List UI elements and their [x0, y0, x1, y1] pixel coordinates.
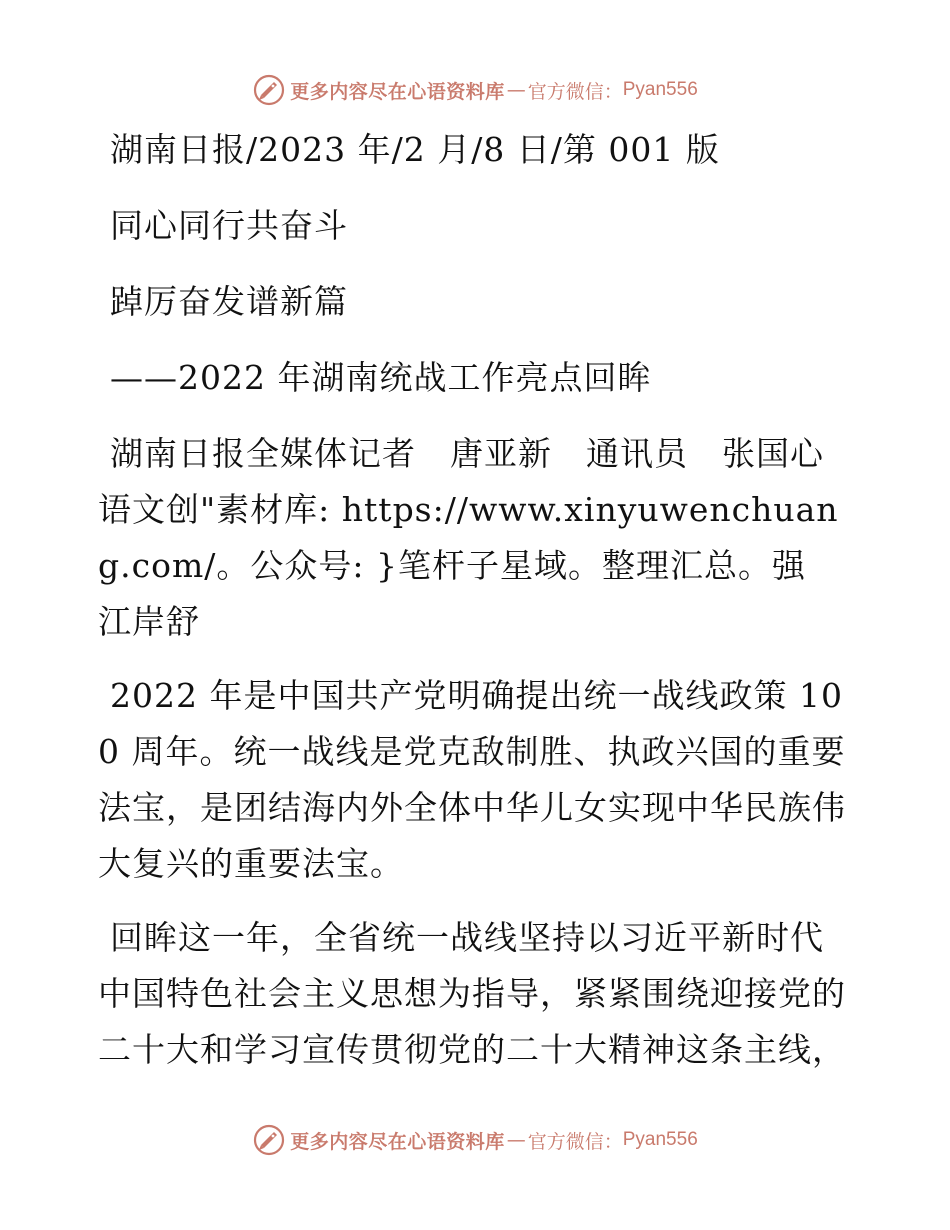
article-byline: 湖南日报全媒体记者 唐亚新 通讯员 张国心语文创"素材库: https://www.xinyuwenchuang.com/。公众号: }笔杆子星域。整理汇总。强 江岸舒 — [98, 434, 840, 641]
article-subtitle: ——2022 年湖南统战工作亮点回眸 — [110, 358, 652, 397]
article-paragraph: 2022 年是中国共产党明确提出统一战线政策 100 周年。统一战线是党克敌制胜、执政兴国的重要法宝，是团结海内外全体中华儿女实现中华民族伟大复兴的重要法宝。 — [98, 676, 846, 883]
watermark-separator: — — [506, 79, 526, 101]
watermark-wechat-label: 官方微信： — [527, 80, 623, 103]
pen-nib-seal-icon — [252, 73, 286, 107]
watermark-wechat-label: 官方微信： — [527, 1130, 623, 1153]
article-title-line1: 同心同行共奋斗 — [110, 206, 348, 245]
article-paragraph: 回眸这一年，全省统一战线坚持以习近平新时代中国特色社会主义思想为指导，紧紧围绕迎接党的二十大和学习宣传贯彻党的二十大精神这条主线， — [98, 918, 846, 1069]
pen-nib-seal-icon — [252, 1123, 286, 1157]
footer-watermark — [0, 1120, 950, 1160]
article-title-line2: 踔厉奋发谱新篇 — [110, 282, 348, 321]
watermark-wechat-id: Pyan556 — [622, 79, 698, 100]
article-dateline: 湖南日报/2023 年/2 月/8 日/第 001 版 — [110, 130, 720, 169]
article-body — [98, 122, 850, 1096]
watermark-main-text: 更多内容尽在心语资料库 — [290, 1130, 505, 1153]
watermark-wechat-id: Pyan556 — [622, 1129, 698, 1150]
watermark-separator: — — [506, 1129, 526, 1151]
header-watermark — [0, 70, 950, 110]
watermark-main-text: 更多内容尽在心语资料库 — [290, 80, 505, 103]
